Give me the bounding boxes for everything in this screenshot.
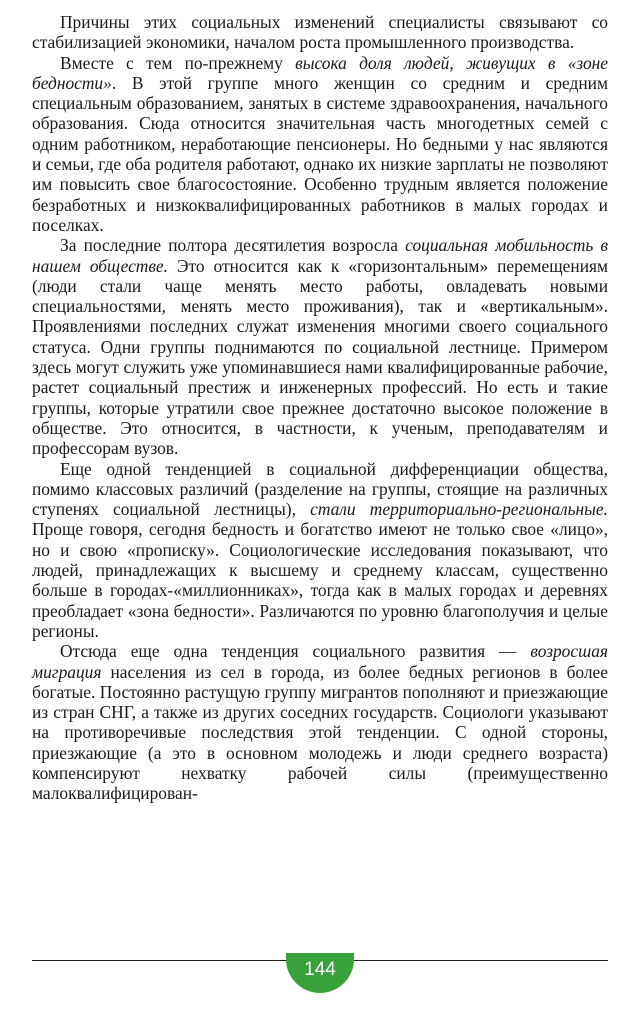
paragraph-causes-text: Причины этих социальных изменений специалисты связывают со стабилизацией экономики, началом роста промышленного производства. (32, 12, 608, 53)
paragraph-poverty-zone-body: . В этой группе много женщин со средним и средним специальным образованием, занятых в системе здравоохранения, начального образования. Сюда относится значительная часть многодетных семей с одним работником, неработающие пенсионеры. Но бедными у нас являются и семьи, где оба родителя работают, однако их низкие зарплаты не позволяют им повысить свое благосостояние. Особенно трудным является положение безработных и низкоквалифицированных работников в малых городах и поселках. (32, 72, 608, 235)
paragraph-poverty-zone (32, 53, 608, 236)
paragraph-migration-emphasis: возросшая миграция (32, 641, 608, 682)
paragraph-regional-differentiation-emphasis: стали территориально-региональные. (310, 499, 608, 520)
paragraph-social-mobility-lead: За последние полтора десятилетия возросла (60, 235, 406, 256)
paragraph-regional-differentiation-lead: Еще одной тенденцией в социальной дифференциации общества, помимо классовых различий (разделение на группы, стоящие на различных ступенях социальной лестницы), (32, 458, 608, 520)
paragraph-regional-differentiation-body: Проще говоря, сегодня бедность и богатство имеют не только свое «лицо», но и свою «прописку». Социологические исследования показывают, что людей, принадлежащих к высшему и среднему классам, существенно больше в городах-«миллионниках», тогда как в малых городах и деревнях преобладает «зона бедности». Различаются по уровню благополучия и целые регионы. (32, 519, 608, 641)
page-text (32, 12, 608, 956)
page-number-badge (286, 953, 354, 993)
paragraph-social-mobility-body: Это относится как к «горизонтальным» перемещениям (люди стали чаще менять место работы, овладевать новыми специальностями, менять место проживания), так и «вертикальным». Проявлениями последних служат изменения многими своего социального статуса. Одни группы поднимаются по социальной лестнице. Примером здесь могут служить уже упоминавшиеся нами квалифицированные рабочие, растет социальный престиж и инженерных профессий. Но есть и такие группы, которые утратили свое прежнее достаточно высокое положение в обществе. Это относится, в частности, к ученым, преподавателям и профессорам вузов. (32, 255, 609, 459)
paragraph-social-mobility (32, 235, 608, 458)
paragraph-causes (32, 12, 608, 53)
paragraph-migration-body: населения из сел в города, из более бедных регионов в более богатые. Постоянно растущую группу мигрантов пополняют и приезжающие из стран СНГ, а также из других соседних государств. Социологи указывают на противоречивые последствия этой тенденции. С одной стороны, приезжающие (а это в основном молодежь и люди среднего возраста) компенсируют нехватку рабочей силы (преимущественно малоквалифицирован- (32, 661, 608, 804)
paragraph-migration (32, 641, 608, 803)
paragraph-poverty-zone-lead: Вместе с тем по-прежнему (60, 52, 296, 73)
paragraph-social-mobility-emphasis: социальная мобильность в нашем обществе. (32, 235, 608, 276)
paragraph-regional-differentiation (32, 459, 608, 642)
paragraph-poverty-zone-emphasis: высока доля людей, живущих в «зоне бедности» (32, 52, 609, 93)
paragraph-migration-lead: Отсюда еще одна тенденция социального развития — (60, 641, 531, 662)
page-number: 144 (304, 959, 336, 980)
